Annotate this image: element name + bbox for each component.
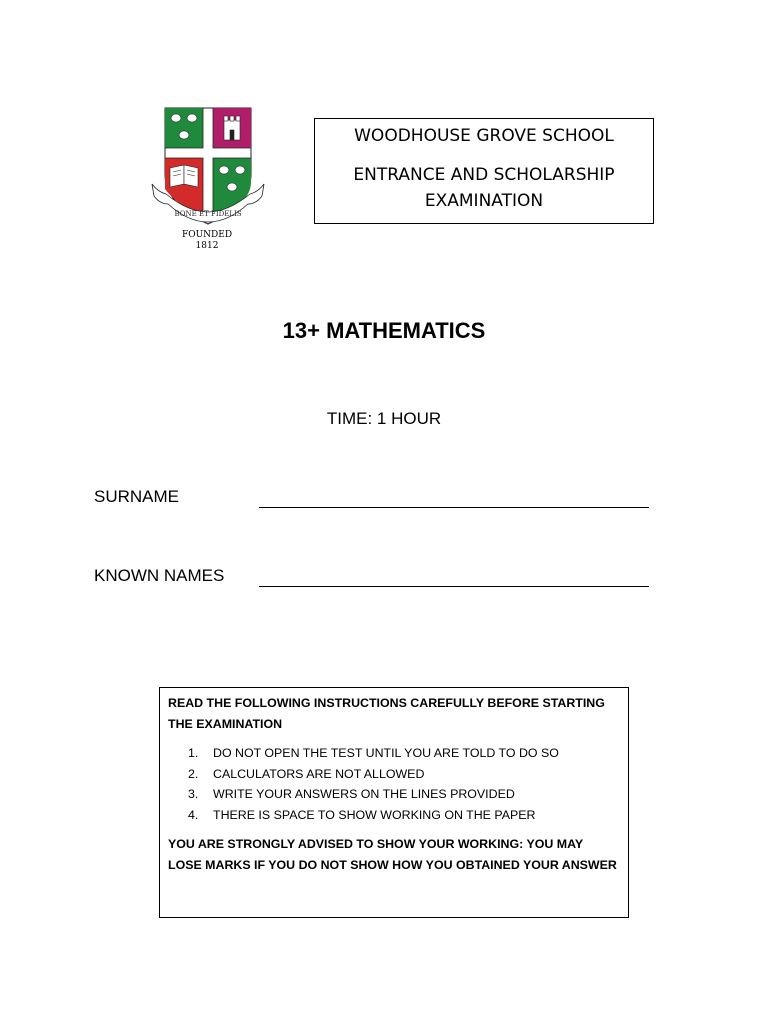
exam-title-line2: EXAMINATION [424,191,544,211]
instruction-item [168,805,620,826]
instruction-number: 2. [188,766,199,781]
instruction-item [168,784,620,805]
school-name: WOODHOUSE GROVE SCHOOL [354,126,614,146]
working-advice: YOU ARE STRONGLY ADVISED TO SHOW YOUR WORKING: YOU MAY LOSE MARKS IF YOU DO NOT SHOW HOW YOU OBTAINED YOUR ANSWER [168,837,617,872]
school-header-box [314,118,654,224]
surname-label: SURNAME [94,487,180,506]
known-names-answer-line[interactable] [259,586,649,587]
exam-title [315,162,653,214]
instructions-heading: READ THE FOLLOWING INSTRUCTIONS CAREFULLY BEFORE STARTING THE EXAMINATION [168,696,605,731]
instruction-item [168,743,620,764]
instruction-number: 1. [188,746,199,760]
instruction-number: 3. [188,787,199,801]
instruction-text: DO NOT OPEN THE TEST UNTIL YOU ARE TOLD TO DO SO [213,746,559,760]
paper-title: 13+ MATHEMATICS [282,318,486,343]
instruction-text: THERE IS SPACE TO SHOW WORKING ON THE PAPER [213,807,536,822]
svg-text:BONE ET FIDELIS: BONE ET FIDELIS [174,210,242,218]
founded-caption [170,230,244,252]
instructions-list [168,743,620,825]
instruction-text: WRITE YOUR ANSWERS ON THE LINES PROVIDED [213,787,515,801]
surname-answer-line[interactable] [259,507,649,508]
known-names-label: KNOWN NAMES [94,566,225,585]
founded-label: FOUNDED [181,230,233,240]
exam-duration: TIME: 1 HOUR [326,409,442,428]
instruction-text: CALCULATORS ARE NOT ALLOWED [213,766,425,781]
instruction-item [168,764,620,785]
instructions-box [159,687,629,918]
instruction-number: 4. [188,807,199,822]
founded-year: 1812 [195,241,219,251]
exam-title-line1: ENTRANCE AND SCHOLARSHIP [353,165,615,185]
